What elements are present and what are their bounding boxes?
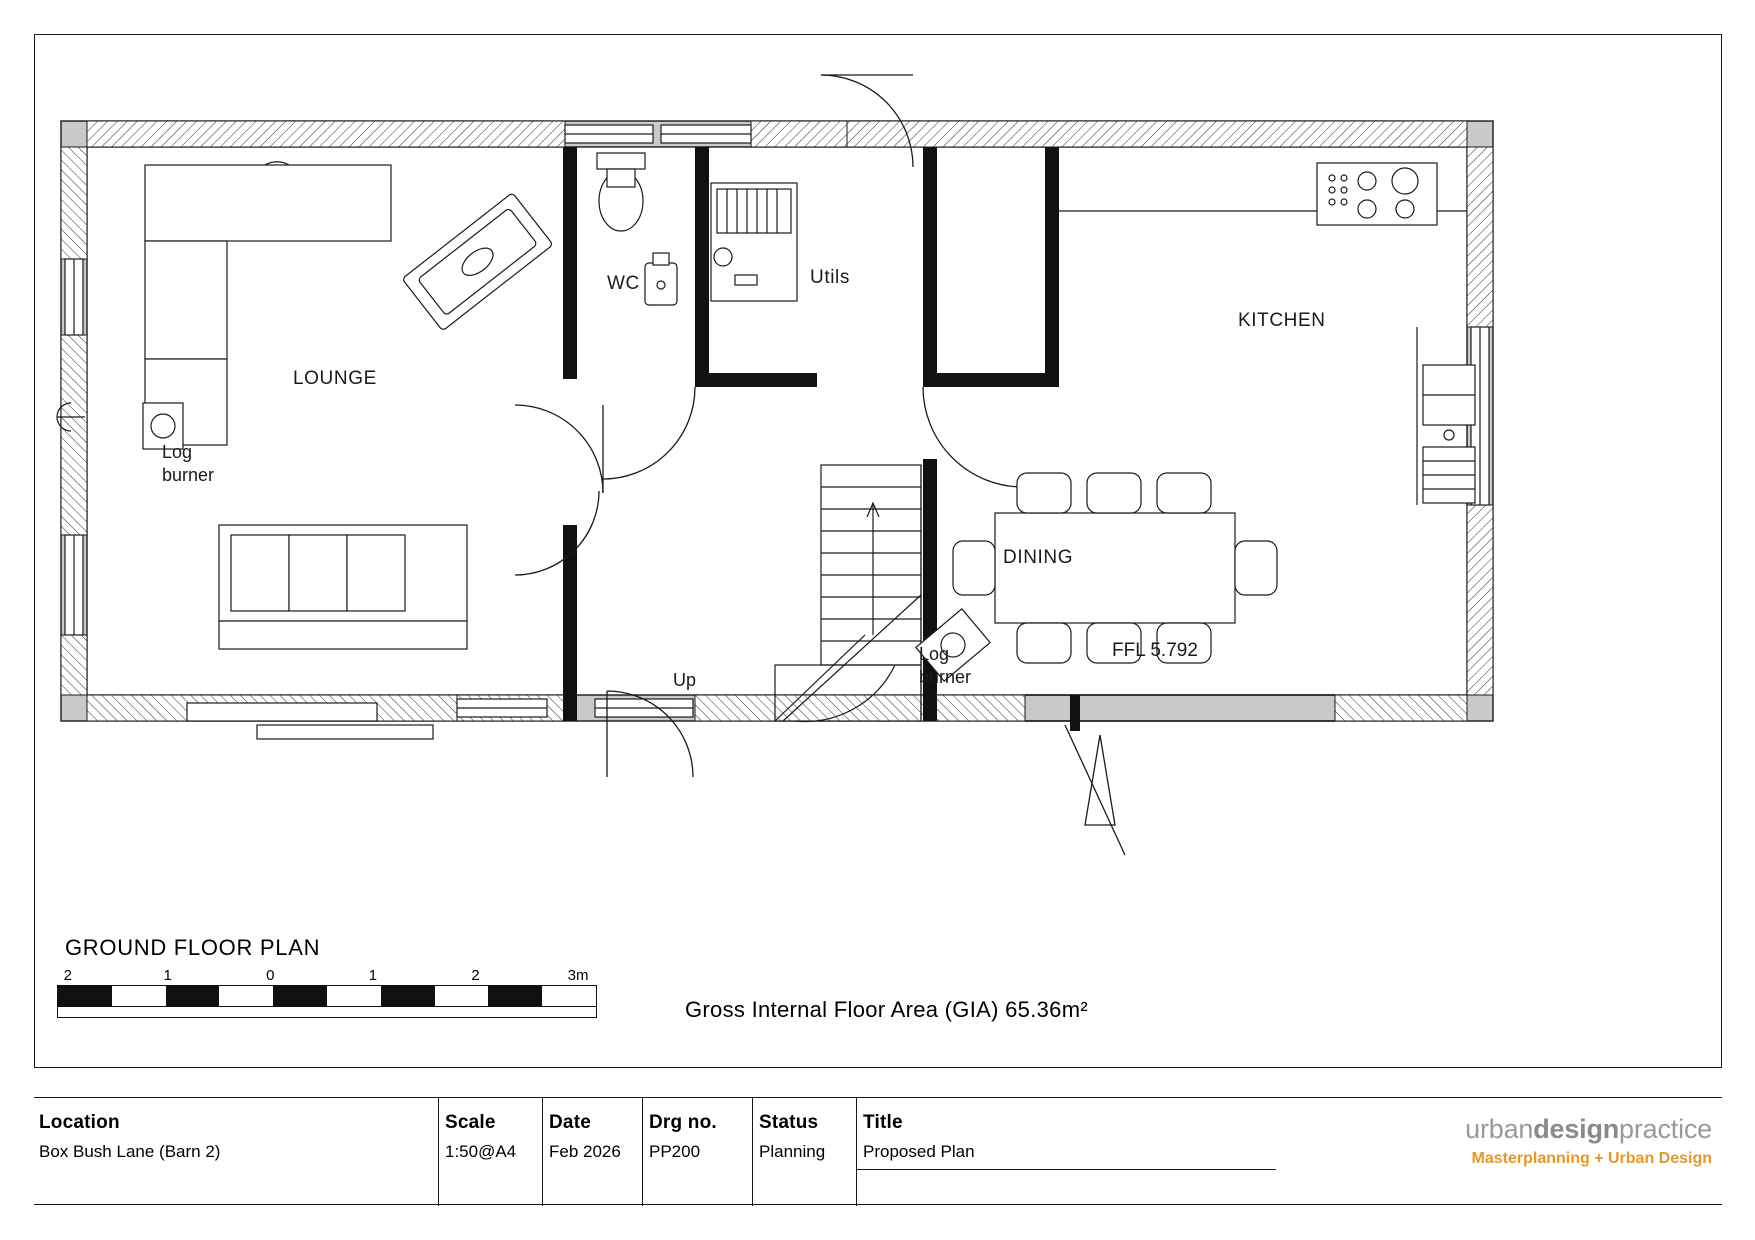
log-burner-lounge-line2: burner [162,464,215,485]
log-burner-dining-line2: burner [919,666,972,687]
tb-divider-4 [752,1098,753,1206]
tb-divider-2 [542,1098,543,1206]
tb-head-location: Location [39,1112,120,1133]
log-burner-lounge-line1: Log [162,442,193,462]
logo-tagline: Masterplanning + Urban Design [1471,1150,1712,1167]
scale-tick-2: 0 [266,967,275,984]
logo-word-2: design [1533,1114,1620,1144]
tb-value-drgno: PP200 [649,1142,701,1161]
scale-bar-row-upper [57,985,597,1007]
ffl-label: FFL 5.792 [1112,640,1198,661]
room-label-kitchen: KITCHEN [1238,310,1326,331]
logo-wordmark [1465,1114,1712,1145]
drawing-sheet [34,34,1722,1068]
scale-bar-ticks [57,967,597,985]
tb-head-drgno: Drg no. [649,1112,717,1133]
scale-tick-3: 1 [368,967,378,984]
tb-divider-1 [438,1098,439,1206]
tb-divider-3 [642,1098,643,1206]
room-label-lounge: LOUNGE [293,368,377,389]
tb-head-date: Date [549,1112,591,1133]
tb-head-status: Status [759,1112,819,1133]
stair-direction-label: Up [673,670,697,690]
tb-value-location: Box Bush Lane (Barn 2) [39,1142,221,1161]
logo-word-1: urban [1465,1114,1534,1144]
scale-tick-5: 3m [567,967,589,984]
tb-title-underline [856,1169,1276,1170]
scale-tick-1: 1 [163,967,172,984]
tb-value-date: Feb 2026 [549,1142,621,1161]
plan-title: GROUND FLOOR PLAN [65,935,321,960]
log-burner-lounge-label [162,441,214,486]
title-block [34,1097,1722,1205]
scale-bar [57,967,597,1018]
scale-tick-4: 2 [471,967,480,984]
scale-tick-0: 2 [63,967,72,984]
tb-divider-5 [856,1098,857,1206]
room-label-dining: DINING [1003,547,1074,568]
room-label-utils: Utils [810,267,850,288]
tb-head-title: Title [863,1112,903,1133]
scale-bar-row-lower [57,1007,597,1018]
tb-value-status: Planning [759,1142,826,1161]
practice-logo [1465,1114,1712,1168]
utility-fittings [711,183,797,301]
logo-word-3: practice [1619,1114,1712,1144]
tb-value-scale: 1:50@A4 [445,1142,517,1161]
floor-plan-drawing [35,35,1720,1066]
room-label-wc: WC [607,273,640,294]
log-burner-dining-line1: Log [919,644,950,664]
log-burner-dining-label [919,643,971,688]
tb-head-scale: Scale [445,1112,496,1133]
gia-note: Gross Internal Floor Area (GIA) 65.36m² [685,997,1088,1022]
tb-value-title: Proposed Plan [863,1142,975,1161]
